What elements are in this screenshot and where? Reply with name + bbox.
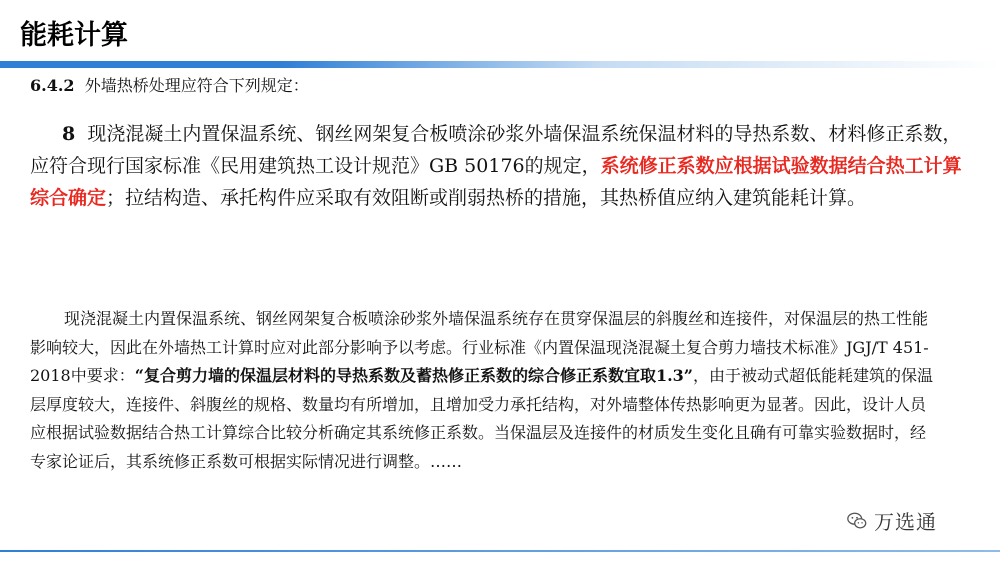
page-title: 能耗计算	[20, 20, 128, 51]
wechat-icon	[846, 510, 868, 532]
explanation-text-before: 现浇混凝土内置保温系统、钢丝网架复合板喷涂砂浆外墙保温系统存在贯穿保温层的斜腹丝和连接件，对保温层的热工性能影响较大，因此在外墙热工计算时应对此部分影响予以考虑。行业标准《内置保温现浇混凝土复合剪力墙技术标准》JGJ/T 451-2018中要求：	[30, 309, 929, 385]
clause-heading	[30, 74, 309, 98]
item-text-before: 现浇混凝土内置保温系统、钢丝网架复合板喷涂砂浆外墙保温系统保温材料的导热系数、材料修正系数，应符合现行国家标准《民用建筑热工设计规范》GB 50176的规定，	[30, 123, 962, 177]
watermark	[846, 506, 937, 535]
explanation-text-after: ，由于被动式超低能耗建筑的保温层厚度较大，连接件、斜腹丝的规格、数量均有所增加，且增加受力承托结构，对外墙整体传热影响更为显著。因此，设计人员应根据试验数据结合热工计算综合比较分析确定其系统修正系数。当保温层及连接件的材质发生变化且确有可靠实验数据时，经专家论证后，其系统修正系数可根据实际情况进行调整。……	[30, 366, 933, 471]
explanation-paragraph	[30, 305, 940, 476]
item-number: 8	[62, 123, 76, 145]
item-text-after: ；拉结构造、承托构件应采取有效阻断或削弱热桥的措施，其热桥值应纳入建筑能耗计算。	[106, 187, 867, 209]
explanation-quote: “复合剪力墙的保温层材料的导热系数及蓄热修正系数的综合修正系数宜取1.3”	[134, 366, 693, 385]
item-highlight-text: 系统修正系数应根据试验数据结合热工计算综合确定	[30, 155, 962, 209]
clause-item-paragraph	[30, 118, 966, 214]
clause-text: 外墙热桥处理应符合下列规定：	[84, 76, 309, 95]
watermark-text: 万选通	[874, 510, 937, 534]
clause-number: 6.4.2	[30, 76, 75, 95]
title-divider-bar	[0, 61, 1000, 68]
bottom-divider	[0, 550, 1000, 552]
